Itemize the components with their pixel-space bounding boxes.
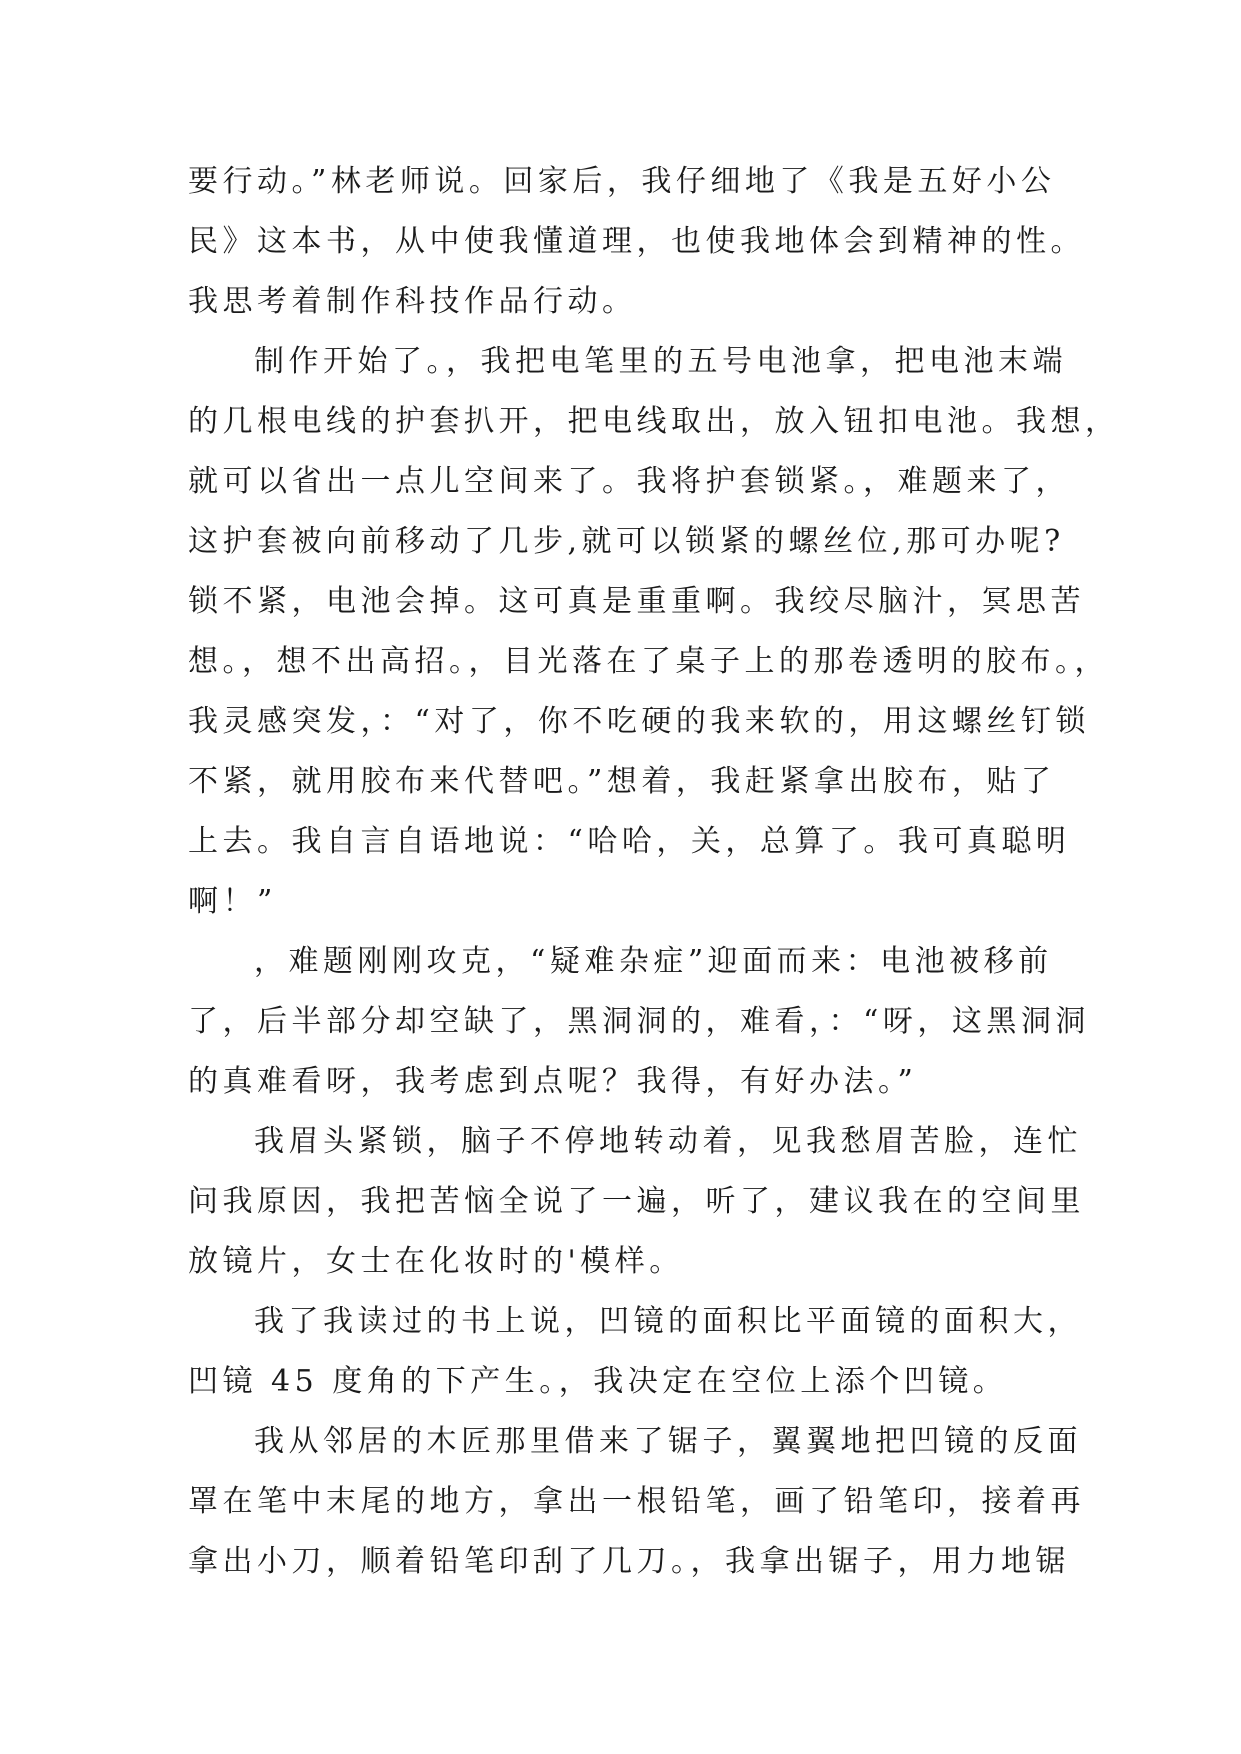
- text-line: 的真难看呀，我考虑到点呢？我得，有好办法。”: [188, 1064, 918, 1099]
- text-line: 了，后半部分却空缺了，黑洞洞的，难看，：“呀，这黑洞洞: [188, 1004, 1090, 1039]
- text-line: 要行动。”林老师说。回家后，我仔细地了《我是五好小公: [188, 164, 1056, 199]
- text-line: 拿出小刀，顺着铅笔印刮了几刀。，我拿出锯子，用力地锯: [188, 1544, 1070, 1579]
- text-line: 我从邻居的木匠那里借来了锯子，翼翼地把凹镜的反面: [254, 1424, 1082, 1459]
- text-line: 啊！”: [188, 884, 277, 919]
- text-line: 我了我读过的书上说，凹镜的面积比平面镜的面积大，: [254, 1304, 1082, 1339]
- document-body: [188, 152, 1120, 1592]
- text-line: 就可以省出一点儿空间来了。我将护套锁紧。，难题来了，: [188, 464, 1070, 499]
- text-line: 民》这本书，从中使我懂道理，也使我地体会到精神的性。: [188, 224, 1085, 259]
- text-line: 的几根电线的护套扒开，把电线取出，放入钮扣电池。我想，: [188, 404, 1120, 439]
- text-line: 我灵感突发，：“对了，你不吃硬的我来软的，用这螺丝钉锁: [188, 704, 1090, 739]
- text-line: 这护套被向前移动了几步,就可以锁紧的螺丝位,那可办呢?: [188, 524, 1065, 559]
- text-line: 我眉头紧锁，脑子不停地转动着，见我愁眉苦脸，连忙: [254, 1124, 1082, 1159]
- text-line: 想。，想不出高招。，目光落在了桌子上的那卷透明的胶布。，: [188, 644, 1109, 679]
- text-line: 锁不紧，电池会掉。这可真是重重啊。我绞尽脑汁，冥思苦: [188, 584, 1085, 619]
- text-line: 我思考着制作科技作品行动。: [188, 284, 637, 319]
- text-line: 罩在笔中末尾的地方，拿出一根铅笔，画了铅笔印，接着再: [188, 1484, 1085, 1519]
- text-line: 凹镜 45 度角的下产生。，我决定在空位上添个凹镜。: [188, 1364, 1008, 1399]
- text-line: 问我原因，我把苦恼全说了一遍，听了，建议我在的空间里: [188, 1184, 1085, 1219]
- text-line: 制作开始了。，我把电笔里的五号电池拿，把电池末端: [254, 344, 1067, 379]
- text-line: 放镜片，女士在化妆时的'模样。: [188, 1244, 684, 1279]
- text-line: 上去。我自言自语地说：“哈哈，关，总算了。我可真聪明: [188, 824, 1071, 859]
- text-line: 不紧，就用胶布来代替吧。”想着，我赶紧拿出胶布，贴了: [188, 764, 1056, 799]
- text-line: ，难题刚刚攻克，“疑难杂症”迎面而来：电池被移前: [254, 944, 1053, 979]
